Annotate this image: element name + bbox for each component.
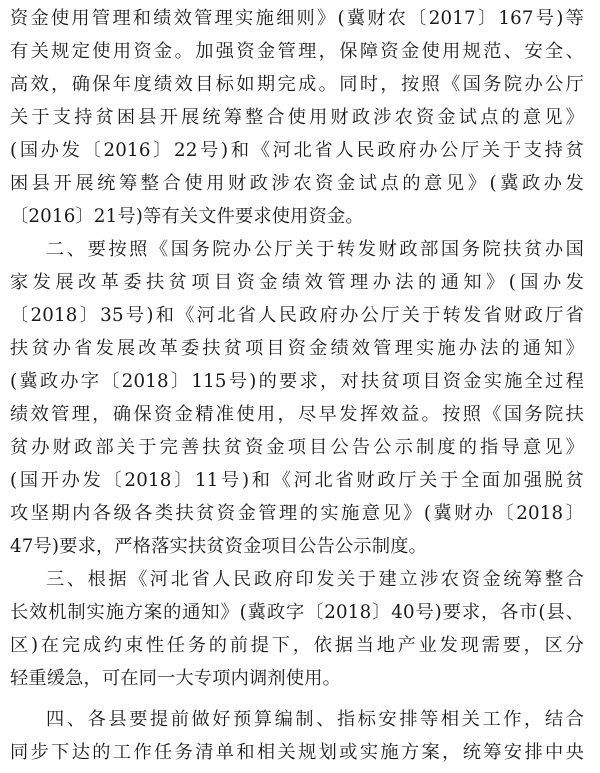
text-line: 绩效管理，确保资金精准使用，尽早发挥效益。按照《国务院扶 bbox=[10, 404, 584, 425]
text-line: 攻坚期内各级各类扶贫资金管理的实施意见》(冀财办〔2018〕 bbox=[10, 503, 584, 524]
text-line: 资金使用管理和绩效管理实施细则》(冀财农〔2017〕167号)等 bbox=[10, 8, 584, 29]
paragraph-start-line: 四、各县要提前做好预算编制、指标安排等相关工作，结合 bbox=[46, 709, 584, 730]
text-line: 有关规定使用资金。加强资金管理，保障资金使用规范、安全、 bbox=[10, 41, 584, 62]
text-line: 困县开展统筹整合使用财政涉农资金试点的意见》(冀政办发 bbox=[10, 173, 584, 194]
text-line: (冀政办字〔2018〕115号)的要求，对扶贫项目资金实施全过程 bbox=[10, 371, 584, 392]
text-line: 家发展改革委扶贫项目资金绩效管理办法的通知》(国办发 bbox=[10, 272, 584, 293]
text-line: 关于支持贫困县开展统筹整合使用财政涉农资金试点的意见》 bbox=[10, 107, 584, 128]
text-line: 〔2018〕35号)和《河北省人民政府办公厅关于转发省财政厅省 bbox=[10, 305, 584, 326]
text-line: (国开办发〔2018〕11号)和《河北省财政厅关于全面加强脱贫 bbox=[10, 470, 584, 491]
text-line: 高效，确保年度绩效目标如期完成。同时，按照《国务院办公厅 bbox=[10, 74, 584, 95]
paragraph-start-line: 二、要按照《国务院办公厅关于转发财政部国务院扶贫办国 bbox=[46, 239, 584, 260]
text-line: 区)在完成约束性任务的前提下，依据当地产业发现需要，区分 bbox=[10, 635, 584, 656]
text-line: 扶贫办省发展改革委扶贫项目资金绩效管理实施办法的通知》 bbox=[10, 338, 584, 359]
text-line: 47号)要求，严格落实扶贫资金项目公告公示制度。 bbox=[10, 536, 427, 557]
text-line: 同步下达的工作任务清单和相关规划或实施方案，统筹安排中央 bbox=[10, 742, 584, 763]
text-line: 贫办财政部关于完善扶贫资金项目公告公示制度的指导意见》 bbox=[10, 437, 584, 458]
text-line: (国办发〔2016〕22号)和《河北省人民政府办公厅关于支持贫 bbox=[10, 140, 584, 161]
text-line: 轻重缓急，可在同一大专项内调剂使用。 bbox=[10, 668, 341, 689]
paragraph-start-line: 三、根据《河北省人民政府印发关于建立涉农资金统筹整合 bbox=[46, 569, 584, 590]
text-line: 〔2016〕21号)等有关文件要求使用资金。 bbox=[10, 206, 364, 227]
text-line: 长效机制实施方案的通知》(冀政字〔2018〕40号)要求，各市(县、 bbox=[10, 602, 584, 623]
